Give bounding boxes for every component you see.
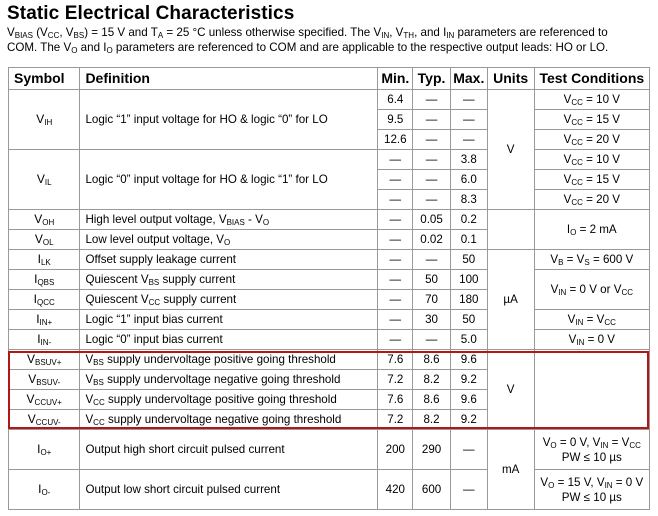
condition-cell: $V_{CC} = 10$ V [534, 90, 649, 110]
max-cell: 5.0 [450, 330, 487, 350]
condition-cell: $I_O = 2$ mA [534, 210, 649, 250]
header-symbol: Symbol [9, 68, 80, 90]
definition-cell: $V_{BS}$ supply undervoltage negative going threshold [80, 370, 378, 390]
symbol-cell: $I_{IN+}$ [9, 310, 80, 330]
min-cell: 7.6 [378, 350, 413, 370]
symbol-cell: $I_{O+}$ [9, 430, 80, 470]
symbol-cell: $I_{O-}$ [9, 470, 80, 510]
typ-cell: 30 [413, 310, 451, 330]
typ-cell: 0.05 [413, 210, 451, 230]
max-cell: 50 [450, 250, 487, 270]
max-cell: — [450, 470, 487, 510]
symbol-cell: $I_{QCC}$ [9, 290, 80, 310]
max-cell: — [450, 430, 487, 470]
typ-cell: 8.6 [413, 350, 451, 370]
symbol-cell: $I_{LK}$ [9, 250, 80, 270]
typ-cell: 70 [413, 290, 451, 310]
units-cell: V [487, 90, 534, 210]
max-cell: 9.2 [450, 370, 487, 390]
condition-cell [534, 350, 649, 430]
definition-cell: Output low short circuit pulsed current [80, 470, 378, 510]
symbol-cell: $I_{QBS}$ [9, 270, 80, 290]
condition-cell: $V_{CC} = 15$ V [534, 170, 649, 190]
condition-line: $V_O = 0$ V, $V_{IN} = V_{CC}$ [542, 435, 641, 450]
min-cell: — [378, 150, 413, 170]
max-cell: 0.2 [450, 210, 487, 230]
table-row [9, 210, 650, 230]
header-max: Max. [450, 68, 487, 90]
definition-cell: Logic “1” input bias current [80, 310, 378, 330]
min-cell: 7.6 [378, 390, 413, 410]
typ-cell: — [413, 170, 451, 190]
table-row [9, 250, 650, 270]
table-row [9, 350, 650, 370]
min-cell: 9.5 [378, 110, 413, 130]
symbol-cell: $V_{CCUV-}$ [9, 410, 80, 430]
condition-cell: $V_B = V_S = 600$ V [534, 250, 649, 270]
header-typ: Typ. [413, 68, 451, 90]
typ-cell: 50 [413, 270, 451, 290]
typ-cell: — [413, 110, 451, 130]
min-cell: — [378, 290, 413, 310]
condition-cell: $V_{CC} = 10$ V [534, 150, 649, 170]
header-conditions: Test Conditions [534, 68, 649, 90]
condition-line: $V_O = 15$ V, $V_{IN} = 0$ V [540, 475, 644, 490]
table-row [9, 470, 650, 510]
condition-cell: $V_{IN} = V_{CC}$ [534, 310, 649, 330]
min-cell: — [378, 190, 413, 210]
definition-cell: Low level output voltage, $V_O$ [80, 230, 378, 250]
min-cell: — [378, 210, 413, 230]
min-cell: — [378, 250, 413, 270]
typ-cell: — [413, 250, 451, 270]
table-row [9, 430, 650, 470]
definition-cell: Quiescent $V_{CC}$ supply current [80, 290, 378, 310]
header-min: Min. [378, 68, 413, 90]
min-cell: 6.4 [378, 90, 413, 110]
min-cell: 7.2 [378, 410, 413, 430]
definition-cell: Logic “1” input voltage for HO & logic “0” for LO [80, 90, 378, 150]
definition-cell: High level output voltage, $V_{BIAS} - V_O$ [80, 210, 378, 230]
symbol-cell: $I_{IN-}$ [9, 330, 80, 350]
symbol-cell: $V_{OL}$ [9, 230, 80, 250]
condition-cell: $V_{CC} = 20$ V [534, 190, 649, 210]
max-cell: — [450, 90, 487, 110]
condition-cell [534, 470, 649, 510]
max-cell: 180 [450, 290, 487, 310]
max-cell: 9.2 [450, 410, 487, 430]
max-cell: 9.6 [450, 390, 487, 410]
units-cell: V [487, 350, 534, 430]
symbol-cell: $V_{IL}$ [9, 150, 80, 210]
max-cell: 8.3 [450, 190, 487, 210]
table-row [9, 330, 650, 350]
definition-cell: $V_{CC}$ supply undervoltage positive going threshold [80, 390, 378, 410]
min-cell: — [378, 170, 413, 190]
max-cell: — [450, 110, 487, 130]
max-cell: — [450, 130, 487, 150]
definition-cell: $V_{BS}$ supply undervoltage positive going threshold [80, 350, 378, 370]
min-cell: 7.2 [378, 370, 413, 390]
max-cell: 6.0 [450, 170, 487, 190]
definition-cell: Output high short circuit pulsed current [80, 430, 378, 470]
typ-cell: — [413, 330, 451, 350]
condition-cell: $V_{CC} = 15$ V [534, 110, 649, 130]
units-cell: mA [487, 430, 534, 510]
definition-cell: Quiescent $V_{BS}$ supply current [80, 270, 378, 290]
condition-line: PW ≤ 10 µs [561, 450, 622, 464]
definition-cell: Offset supply leakage current [80, 250, 378, 270]
header-row [9, 68, 650, 90]
condition-cell [534, 430, 649, 470]
min-cell: 420 [378, 470, 413, 510]
min-cell: — [378, 270, 413, 290]
min-cell: 12.6 [378, 130, 413, 150]
units-cell: µA [487, 250, 534, 350]
typ-cell: 600 [413, 470, 451, 510]
max-cell: 0.1 [450, 230, 487, 250]
max-cell: 100 [450, 270, 487, 290]
table-row [9, 270, 650, 290]
typ-cell: — [413, 130, 451, 150]
header-definition: Definition [80, 68, 378, 90]
definition-cell: Logic “0” input bias current [80, 330, 378, 350]
min-cell: — [378, 230, 413, 250]
max-cell: 3.8 [450, 150, 487, 170]
typ-cell: 0.02 [413, 230, 451, 250]
page-title: Static Electrical Characteristics [7, 3, 295, 24]
typ-cell: 8.6 [413, 390, 451, 410]
typ-cell: — [413, 150, 451, 170]
condition-cell: $V_{IN} = 0$ V or $V_{CC}$ [534, 270, 649, 310]
typ-cell: — [413, 190, 451, 210]
typ-cell: 8.2 [413, 370, 451, 390]
min-cell: — [378, 310, 413, 330]
min-cell: — [378, 330, 413, 350]
typ-cell: 8.2 [413, 410, 451, 430]
max-cell: 50 [450, 310, 487, 330]
typ-cell: 290 [413, 430, 451, 470]
table-row [9, 150, 650, 170]
header-units: Units [487, 68, 534, 90]
symbol-cell: $V_{BSUV+}$ [9, 350, 80, 370]
symbol-cell: $V_{BSUV-}$ [9, 370, 80, 390]
units-cell [487, 210, 534, 250]
intro-line-2: COM. The $V_O$ and $I_O$ parameters are referenced to COM and are applicable to the respective output leads: HO or LO. [7, 40, 609, 55]
definition-cell: $V_{CC}$ supply undervoltage negative going threshold [80, 410, 378, 430]
symbol-cell: $V_{CCUV+}$ [9, 390, 80, 410]
max-cell: 9.6 [450, 350, 487, 370]
characteristics-table [8, 67, 650, 510]
condition-cell: $V_{IN} = 0$ V [534, 330, 649, 350]
symbol-cell: $V_{OH}$ [9, 210, 80, 230]
table-row [9, 310, 650, 330]
table-row [9, 90, 650, 110]
intro-paragraph [7, 26, 652, 55]
condition-cell: $V_{CC} = 20$ V [534, 130, 649, 150]
definition-cell: Logic “0” input voltage for HO & logic “1” for LO [80, 150, 378, 210]
symbol-cell: $V_{IH}$ [9, 90, 80, 150]
min-cell: 200 [378, 430, 413, 470]
intro-line-1: $V_{BIAS}$ ($V_{CC}$, $V_{BS}) = 15$ V and $T_A = 25$ °C unless otherwise specified. The $V_{IN}$, $V_{TH}$, and $I_{IN}$ parameters are referenced to [7, 26, 608, 40]
condition-line: PW ≤ 10 µs [561, 490, 622, 504]
typ-cell: — [413, 90, 451, 110]
